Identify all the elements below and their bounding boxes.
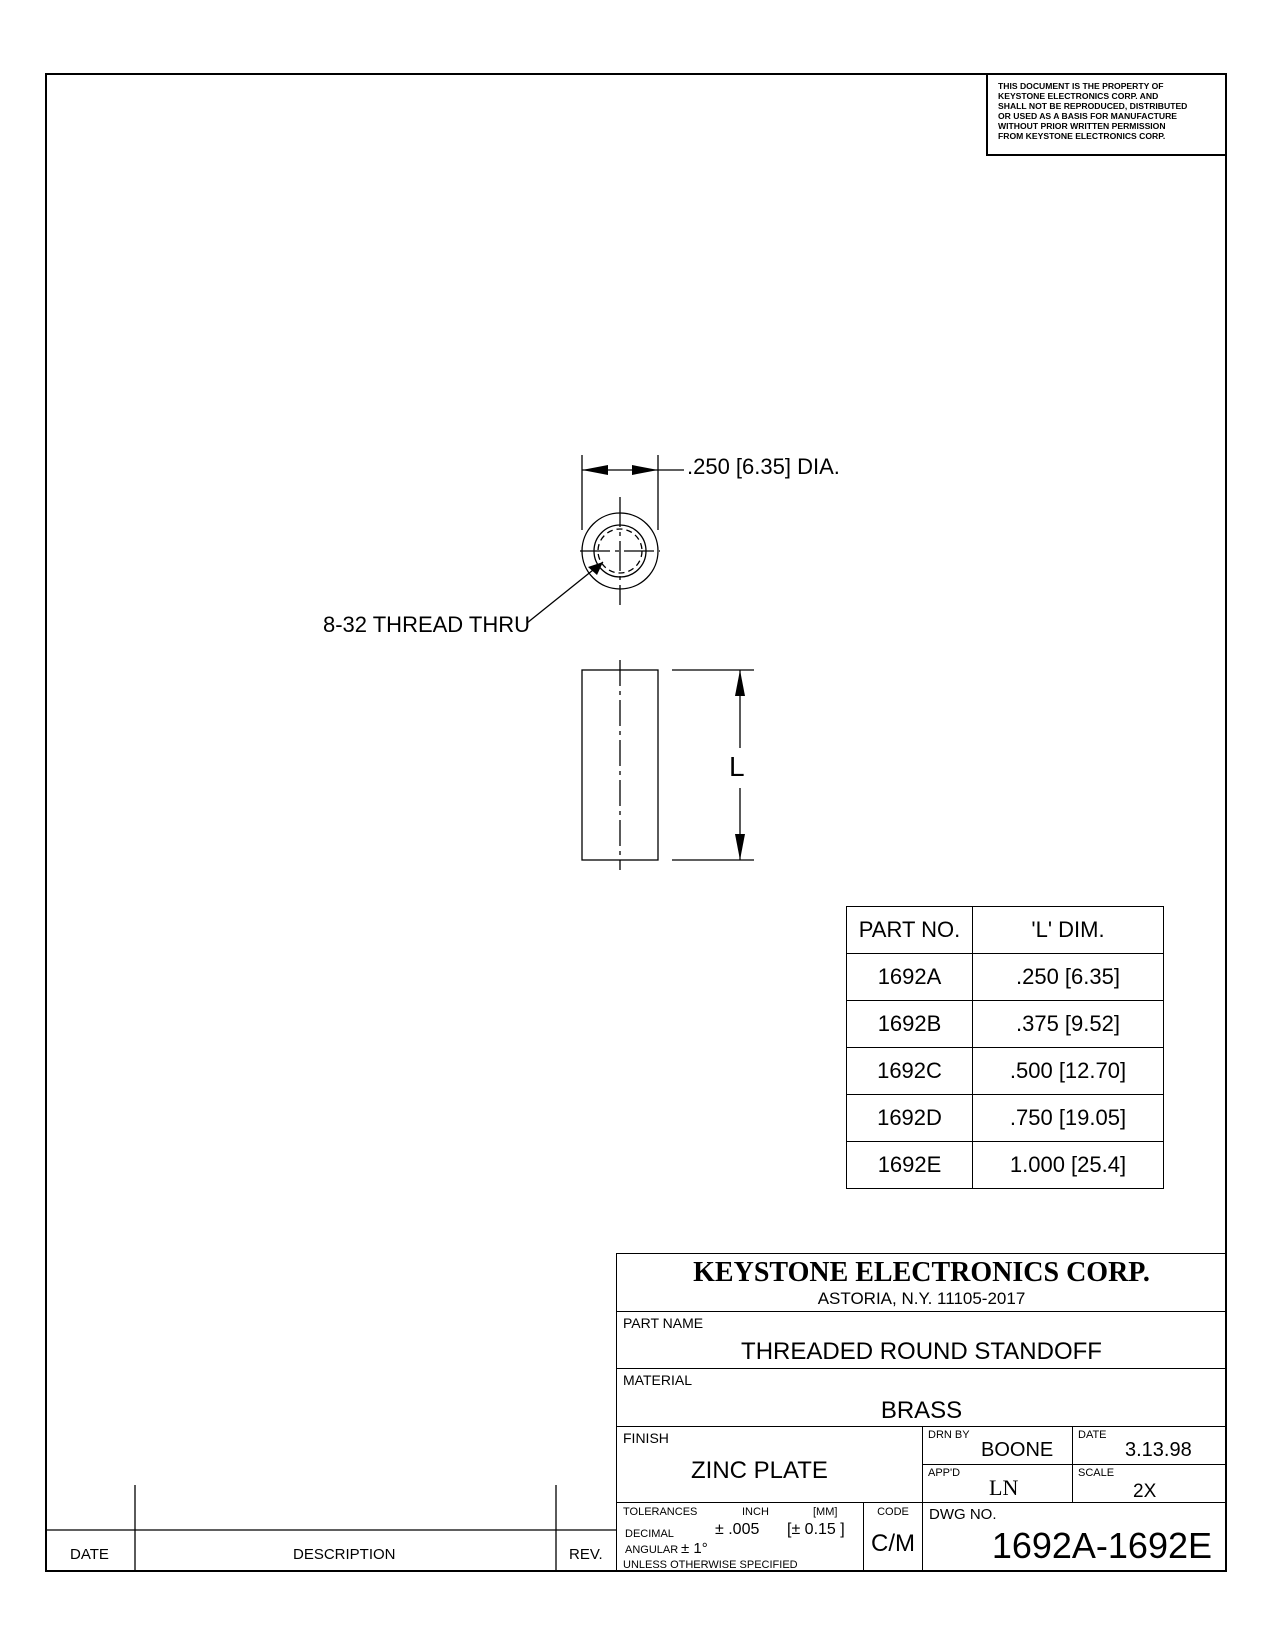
part-number-cell: 1692C [847, 1048, 973, 1095]
l-dim-cell: .250 [6.35] [973, 954, 1164, 1001]
drawing-number-label: DWG NO. [929, 1506, 997, 1523]
header-part-no: PART NO. [847, 907, 973, 954]
decimal-mm-value: [± 0.15 ] [787, 1521, 845, 1538]
approved-value: LN [989, 1475, 1019, 1500]
part-number-cell: 1692E [847, 1142, 973, 1189]
revision-description-label: DESCRIPTION [293, 1546, 396, 1563]
approved-cell [922, 1464, 1073, 1503]
finish-value: ZINC PLATE [691, 1457, 828, 1484]
arrowhead-right [632, 465, 658, 475]
decimal-inch-value: ± .005 [715, 1521, 760, 1538]
drawn-by-value: BOONE [981, 1439, 1054, 1461]
l-dim-cell: 1.000 [25.4] [973, 1142, 1164, 1189]
notice-line: THIS DOCUMENT IS THE PROPERTY OF [998, 81, 1164, 91]
table-row [847, 954, 1164, 1001]
table-row [847, 1048, 1164, 1095]
l-dim-cell: .750 [19.05] [973, 1095, 1164, 1142]
drawn-by-label: DRN BY [928, 1429, 970, 1441]
top-view [527, 455, 684, 623]
code-label: CODE [877, 1506, 909, 1518]
scale-value: 2X [1133, 1481, 1157, 1502]
parts-table [846, 906, 1164, 1189]
company-cell [616, 1253, 1227, 1312]
scale-cell [1072, 1464, 1227, 1503]
code-cell [863, 1502, 923, 1572]
part-name-value: THREADED ROUND STANDOFF [741, 1338, 1102, 1365]
approved-label: APP'D [928, 1467, 961, 1479]
decimal-label: DECIMAL [625, 1528, 674, 1540]
part-number-cell: 1692B [847, 1001, 973, 1048]
date-cell [1072, 1426, 1227, 1465]
part-name-label: PART NAME [623, 1315, 704, 1331]
part-number-cell: 1692D [847, 1095, 973, 1142]
revision-rev-label: REV. [569, 1546, 603, 1563]
date-label: DATE [1078, 1429, 1107, 1441]
arrowhead-left [582, 465, 608, 475]
company-address: ASTORIA, N.Y. 11105-2017 [817, 1289, 1026, 1308]
revision-date-label: DATE [70, 1546, 109, 1563]
inch-label: INCH [742, 1506, 769, 1518]
finish-label: FINISH [623, 1430, 669, 1446]
thread-leader-line [527, 562, 603, 623]
angular-label: ANGULAR [625, 1544, 679, 1556]
tolerances-cell [616, 1502, 864, 1572]
part-name-cell [616, 1311, 1227, 1369]
scale-label: SCALE [1078, 1467, 1115, 1479]
material-value: BRASS [880, 1397, 963, 1424]
drawing-number-value: 1692A-1692E [991, 1525, 1212, 1566]
diameter-label: .250 [6.35] DIA. [687, 454, 840, 479]
thread-label: 8-32 THREAD THRU [323, 612, 531, 637]
notice-line: KEYSTONE ELECTRONICS CORP. AND [998, 91, 1159, 101]
notice-line: SHALL NOT BE REPRODUCED, DISTRIBUTED [998, 101, 1188, 111]
company-name: KEYSTONE ELECTRONICS CORP. [693, 1257, 1150, 1288]
drawing-number-cell [922, 1502, 1227, 1572]
angular-value: ± 1° [681, 1540, 708, 1557]
tolerances-label: TOLERANCES [623, 1506, 698, 1518]
length-label: L [729, 751, 745, 782]
table-header-row [847, 907, 1164, 954]
notice-line: OR USED AS A BASIS FOR MANUFACTURE [998, 111, 1178, 121]
drawn-by-cell [922, 1426, 1073, 1465]
table-row [847, 1142, 1164, 1189]
finish-cell [616, 1426, 923, 1503]
length-arrowhead-bottom [735, 834, 745, 860]
date-value: 3.13.98 [1125, 1439, 1192, 1461]
notice-line: WITHOUT PRIOR WRITTEN PERMISSION [998, 121, 1166, 131]
l-dim-cell: .500 [12.70] [973, 1048, 1164, 1095]
material-cell [616, 1368, 1227, 1427]
material-label: MATERIAL [623, 1372, 692, 1388]
header-l-dim: 'L' DIM. [973, 907, 1164, 954]
table-row [847, 1001, 1164, 1048]
mm-label: [MM] [813, 1506, 838, 1518]
unless-specified-label: UNLESS OTHERWISE SPECIFIED [623, 1559, 798, 1571]
notice-line: FROM KEYSTONE ELECTRONICS CORP. [998, 131, 1166, 141]
part-number-cell: 1692A [847, 954, 973, 1001]
table-row [847, 1095, 1164, 1142]
length-arrowhead-top [735, 670, 745, 696]
code-value: C/M [871, 1530, 915, 1557]
l-dim-cell: .375 [9.52] [973, 1001, 1164, 1048]
